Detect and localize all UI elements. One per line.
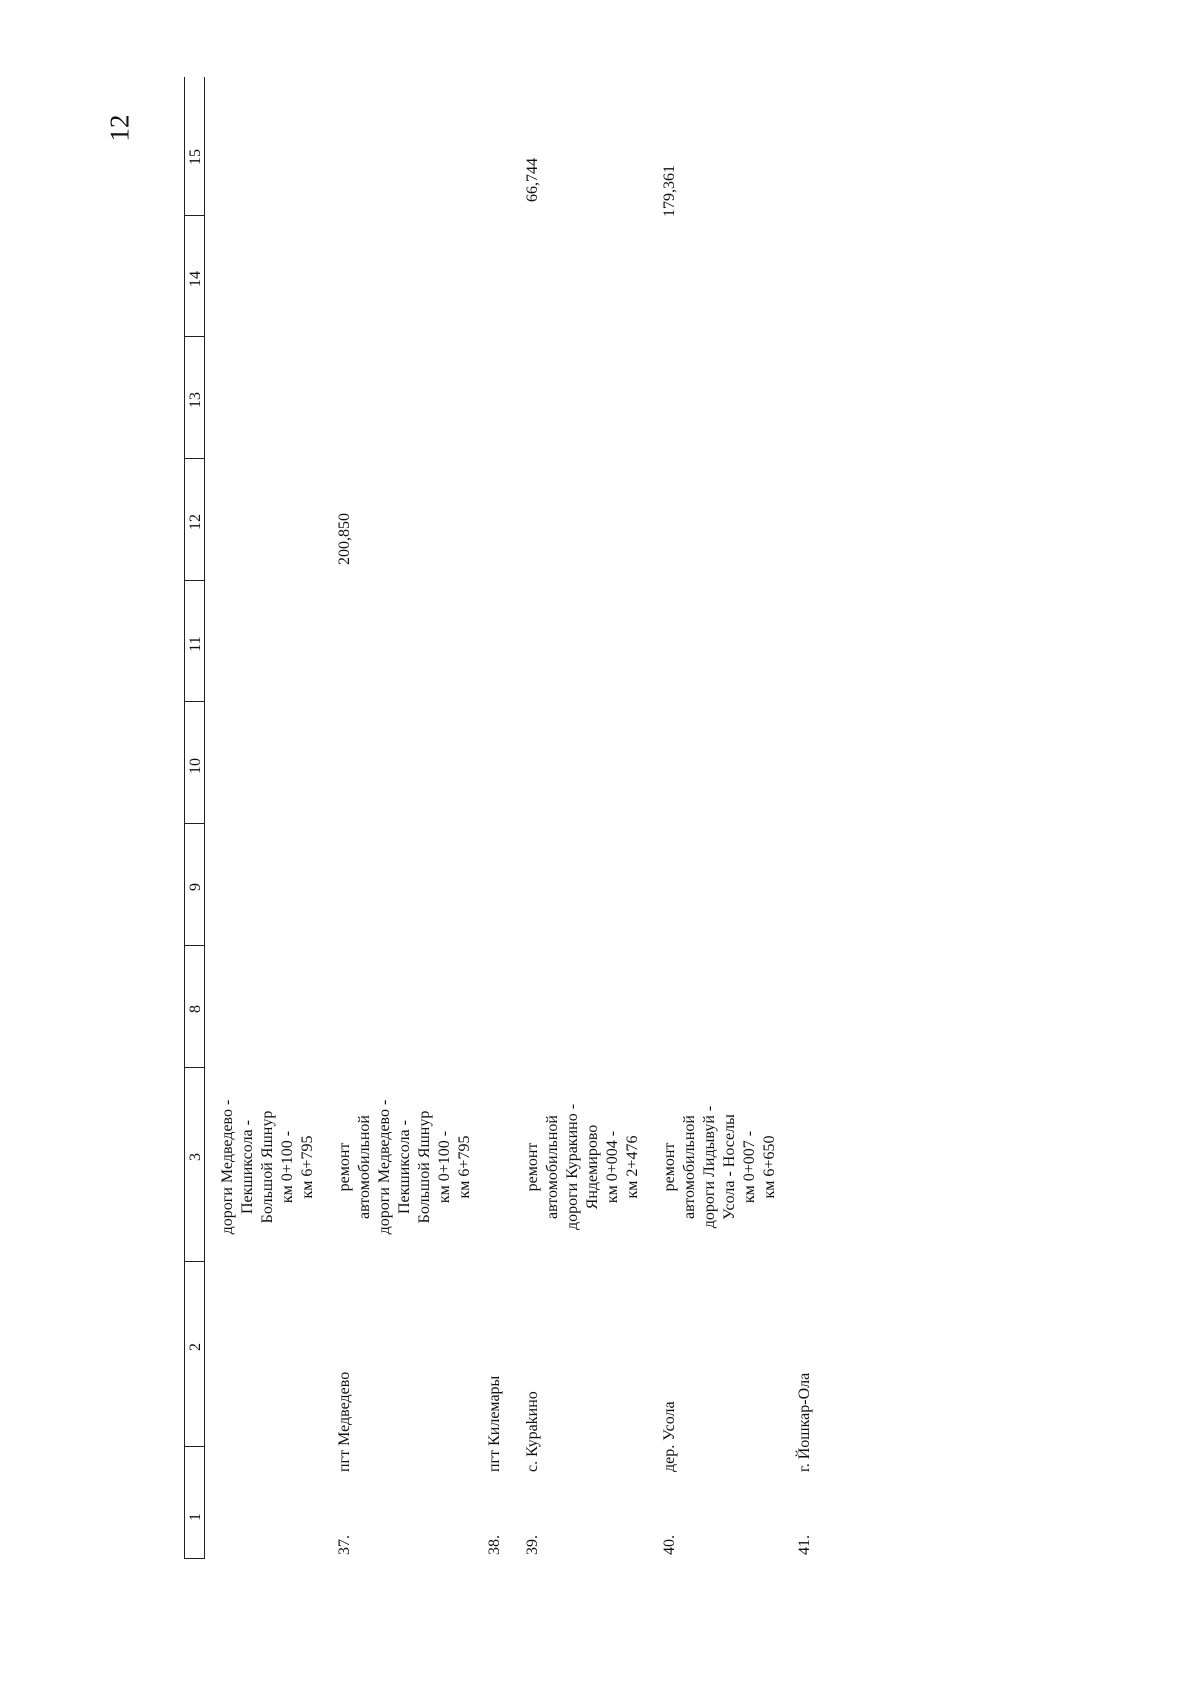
work-line: Яндемирово	[584, 1124, 601, 1210]
work-line: автомобильной	[356, 1115, 373, 1219]
row-39-work-description	[523, 1057, 643, 1277]
col-divider	[185, 336, 205, 337]
col-divider	[185, 1446, 205, 1447]
header-col-10: 10	[187, 758, 204, 774]
row-40-number: 40.	[661, 1535, 678, 1555]
row-40-place: дер. Усола	[661, 1401, 678, 1472]
header-col-9: 9	[187, 883, 204, 891]
row-38-place: пгт Килемары	[486, 1375, 503, 1472]
row-40-col-15-value: 179,361	[661, 165, 678, 217]
col-divider	[185, 1261, 205, 1262]
page-number: 12	[104, 114, 135, 142]
row-39-number: 39.	[524, 1535, 541, 1555]
col-divider	[185, 215, 205, 216]
row-37-number: 37.	[336, 1535, 353, 1555]
col-divider	[185, 1558, 205, 1559]
work-line: дороги Медведево -	[219, 1099, 236, 1235]
row-37-work-description	[335, 1057, 475, 1277]
header-col-8: 8	[187, 1005, 204, 1013]
work-line: Большой Яшнур	[416, 1110, 433, 1224]
row-37-place: пгт Медведево	[336, 1371, 353, 1472]
work-line: км 6+795	[299, 1135, 316, 1199]
work-line: ремонт	[336, 1142, 353, 1192]
row-39-col-15-value: 66,744	[524, 158, 541, 202]
work-line: Пекшиксола -	[239, 1120, 256, 1214]
row-37-col-12-value: 200,850	[336, 513, 353, 565]
work-line: дороги Медведево -	[376, 1099, 393, 1235]
row-41-number: 41.	[796, 1535, 813, 1555]
work-line: автомобильной	[681, 1115, 698, 1219]
header-col-1: 1	[187, 1513, 204, 1521]
work-line: км 0+100 -	[436, 1130, 453, 1204]
table-header-divider	[184, 77, 185, 1559]
work-line: Большой Яшнур	[259, 1110, 276, 1224]
col-divider	[185, 701, 205, 702]
header-col-14: 14	[187, 271, 204, 287]
work-line: ремонт	[524, 1142, 541, 1192]
header-col-15: 15	[187, 149, 204, 165]
work-line: км 0+004 -	[604, 1130, 621, 1204]
work-line: дороги Куракино -	[564, 1103, 581, 1231]
col-divider	[185, 1067, 205, 1068]
work-line: км 6+795	[456, 1135, 473, 1199]
header-col-13: 13	[187, 392, 204, 408]
col-divider	[185, 580, 205, 581]
row-40-work-description	[660, 1057, 780, 1277]
col-divider	[185, 823, 205, 824]
row-41-place: г. Йошкар-Ола	[796, 1372, 813, 1472]
work-line: км 0+100 -	[279, 1130, 296, 1204]
work-line: Пекшиксола -	[396, 1120, 413, 1214]
work-line: ремонт	[661, 1142, 678, 1192]
work-line: км 6+650	[761, 1135, 778, 1199]
row-38-number: 38.	[486, 1535, 503, 1555]
col-divider	[185, 945, 205, 946]
work-line: км 2+476	[624, 1135, 641, 1199]
header-col-3: 3	[187, 1153, 204, 1161]
work-line: дороги Лидывуй -	[701, 1105, 718, 1229]
row-39-place: с. Кураkино	[524, 1391, 541, 1472]
row-0-work-description	[218, 1057, 318, 1277]
work-line: Усола - Носелы	[721, 1114, 738, 1220]
work-line: автомобильной	[544, 1115, 561, 1219]
header-col-12: 12	[187, 514, 204, 530]
col-divider	[185, 458, 205, 459]
header-col-2: 2	[187, 1343, 204, 1351]
work-line: км 0+007 -	[741, 1130, 758, 1204]
header-col-11: 11	[187, 636, 204, 652]
